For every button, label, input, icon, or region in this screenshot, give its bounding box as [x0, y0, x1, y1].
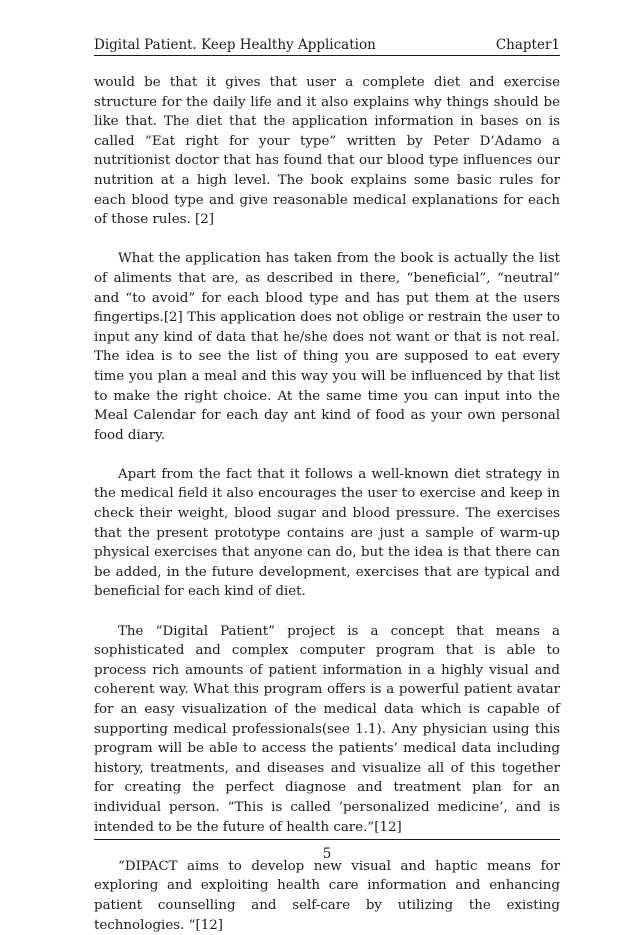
running-header	[94, 36, 560, 54]
header-document-title: Digital Patient. Keep Healthy Application	[94, 37, 376, 53]
paragraph-dipact-quote: “DIPACT aims to develop new visual and haptic means for exploring and exploiting health care information and enhancing patient counselling and self-care by utilizing the existing technologies. “[12]	[94, 858, 560, 933]
footer-rule	[94, 839, 560, 840]
paragraph-diet-structure: would be that it gives that user a complete diet and exercise structure for the daily life and it also explains why things should be like that. The diet that the application information in bases on is called “Eat right for your type” written by Peter D’Adamo a nutritionist doctor that has found that our blood type influences our nutrition at a high level. The book explains some basic rules for each blood type and give reasonable medical explanations for each of those rules. [2]	[94, 75, 560, 228]
header-rule	[94, 55, 560, 56]
body-text	[94, 73, 560, 935]
header-chapter-label: Chapter1	[495, 37, 560, 53]
paragraph-exercise: Apart from the fact that it follows a well-known diet strategy in the medical field it also encourages the user to exercise and keep in check their weight, blood sugar and blood pressure. The exercises that the present prototype contains are just a sample of warm-up physical exercises that anyone can do, but the idea is that there can be added, in the future development, exercises that are typical and beneficial for each kind of diet.	[94, 466, 560, 600]
paragraph-aliment-list: What the application has taken from the book is actually the list of aliments that are, as described in there, “beneficial”, “neutral” and “to avoid” for each blood type and has put them at the users fingertips.[2] This application does not oblige or restrain the user to input any kind of data that he/she does not want or that is not real. The idea is to see the list of thing you are supposed to eat every time you plan a meal and this way you will be influenced by that list to make the right choice. At the same time you can input into the Meal Calendar for each day ant kind of food as your own personal food diary.	[94, 251, 560, 443]
page-number: 5	[322, 846, 332, 862]
paragraph-digital-patient-project: The “Digital Patient” project is a concept that means a sophisticated and complex computer program that is able to process rich amounts of patient information in a highly visual and coherent way. What this program offers is a powerful patient avatar for an easy visualization of the medical data which is capable of supporting medical professionals(see 1.1). Any physician using this program will be able to access the patients’ medical data including history, treatments, and diseases and visualize all of this together for creating the perfect diagnose and treatment plan for an individual person. “This is called ’personalized medicine’, and is intended to be the future of health care.”[12]	[94, 623, 560, 835]
